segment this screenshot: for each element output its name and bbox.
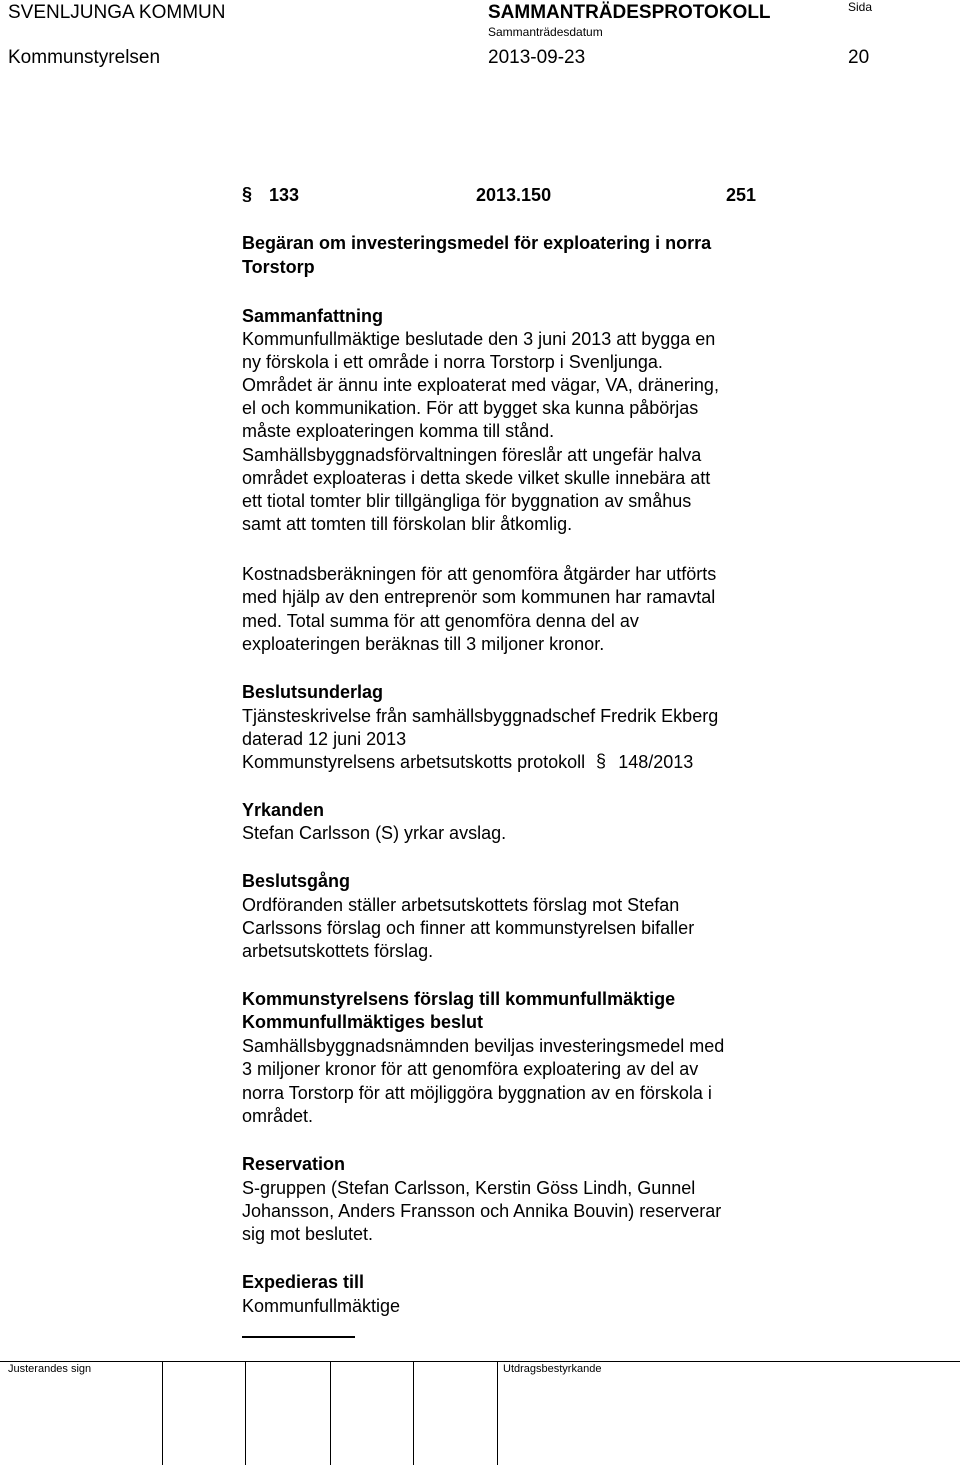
dispatch-heading: Expedieras till <box>242 1272 365 1292</box>
page-number: 20 <box>848 47 870 68</box>
reservation-line: S-gruppen (Stefan Carlsson, Kerstin Göss Lindh, Gunnel <box>242 1178 696 1198</box>
decision-line: 3 miljoner kronor för att genomföra exploatering av del av <box>242 1059 699 1079</box>
decision-line: norra Torstorp för att möjliggöra byggnation av en förskola i <box>242 1083 712 1103</box>
procedure-line: Carlssons förslag och finner att kommunstyrelsen bifaller <box>242 918 695 938</box>
basis-line: Tjänsteskrivelse från samhällsbyggnadschef Fredrik Ekberg <box>242 706 719 726</box>
reservation-line: Johansson, Anders Fransson och Annika Bouvin) reserverar <box>242 1201 722 1221</box>
svg-text:§: § <box>242 184 253 204</box>
protocol-reference-text: Kommunstyrelsens arbetsutskotts protokoll <box>242 752 586 772</box>
item-number-row <box>242 184 299 207</box>
signature-box-divider <box>330 1361 331 1465</box>
section-sign-icon <box>242 184 253 204</box>
diary-number: 2013.150 <box>476 185 552 205</box>
procedure-line: arbetsutskottets förslag. <box>242 941 434 961</box>
signature-box-divider <box>162 1361 163 1465</box>
meeting-date-label: Sammanträdesdatum <box>488 25 603 39</box>
protocol-reference-number: 148/2013 <box>618 752 694 772</box>
basis-line: daterad 12 juni 2013 <box>242 729 407 749</box>
summary-line: Samhällsbyggnadsförvaltningen föreslår att ungefär halva <box>242 445 702 465</box>
motion-line: Stefan Carlsson (S) yrkar avslag. <box>242 823 507 843</box>
cost-line: med. Total summa för att genomföra denna del av <box>242 611 639 631</box>
summary-line: ny förskola i ett område i norra Torstorp i Svenljunga. <box>242 352 663 372</box>
protocol-title: SAMMANTRÄDESPROTOKOLL <box>488 2 771 23</box>
decision-line: Samhällsbyggnadsnämnden beviljas investeringsmedel med <box>242 1036 725 1056</box>
summary-heading: Sammanfattning <box>242 306 384 326</box>
cost-line: Kostnadsberäkningen för att genomföra åtgärder har utförts <box>242 564 717 584</box>
summary-line: samt att tomten till förskolan blir åtkomlig. <box>242 514 573 534</box>
item-number: 133 <box>269 185 300 205</box>
item-title-line: Begäran om investeringsmedel för exploatering i norra <box>242 233 712 253</box>
decision-line: området. <box>242 1106 314 1126</box>
summary-line: Området är ännu inte exploaterat med vägar, VA, dränering, <box>242 375 719 395</box>
summary-line: måste exploateringen komma till stånd. <box>242 421 555 441</box>
motions-heading: Yrkanden <box>242 800 325 820</box>
body-name: Kommunstyrelsen <box>8 47 161 68</box>
page-label: Sida <box>848 0 873 14</box>
summary-line: el och kommunikation. För att bygget ska kunna påbörjas <box>242 398 699 418</box>
signature-box-divider <box>413 1361 414 1465</box>
summary-line: ett tiotal tomter blir tillgängliga för byggnation av småhus <box>242 491 692 511</box>
verifier-signature-label: Justerandes sign <box>8 1363 92 1375</box>
svg-text:§: § <box>596 751 607 771</box>
procedure-line: Ordföranden ställer arbetsutskottets förslag mot Stefan <box>242 895 680 915</box>
reservation-line: sig mot beslutet. <box>242 1224 374 1244</box>
meeting-date: 2013-09-23 <box>488 47 586 68</box>
dispatch-line: Kommunfullmäktige <box>242 1296 401 1316</box>
protocol-reference <box>242 751 693 774</box>
section-sign-icon <box>596 751 607 771</box>
basis-heading: Beslutsunderlag <box>242 682 384 702</box>
end-rule <box>242 1336 355 1338</box>
footer-divider <box>0 1361 960 1362</box>
item-code: 251 <box>726 185 757 205</box>
municipality-name: SVENLJUNGA KOMMUN <box>8 2 226 23</box>
reservation-heading: Reservation <box>242 1154 346 1174</box>
decision-subheading: Kommunfullmäktiges beslut <box>242 1012 484 1032</box>
signature-footer <box>0 1361 960 1465</box>
item-title-line: Torstorp <box>242 257 315 277</box>
proposal-heading: Kommunstyrelsens förslag till kommunfullmäktige <box>242 989 676 1009</box>
signature-box-divider <box>497 1361 498 1465</box>
summary-line: Kommunfullmäktige beslutade den 3 juni 2013 att bygga en <box>242 329 716 349</box>
signature-box-divider <box>245 1361 246 1465</box>
summary-line: området exploateras i detta skede vilket skulle innebära att <box>242 468 711 488</box>
procedure-heading: Beslutsgång <box>242 871 351 891</box>
cost-line: exploateringen beräknas till 3 miljoner kronor. <box>242 634 605 654</box>
extract-certification-label: Utdragsbestyrkande <box>503 1363 602 1375</box>
cost-line: med hjälp av den entreprenör som kommunen har ramavtal <box>242 587 716 607</box>
